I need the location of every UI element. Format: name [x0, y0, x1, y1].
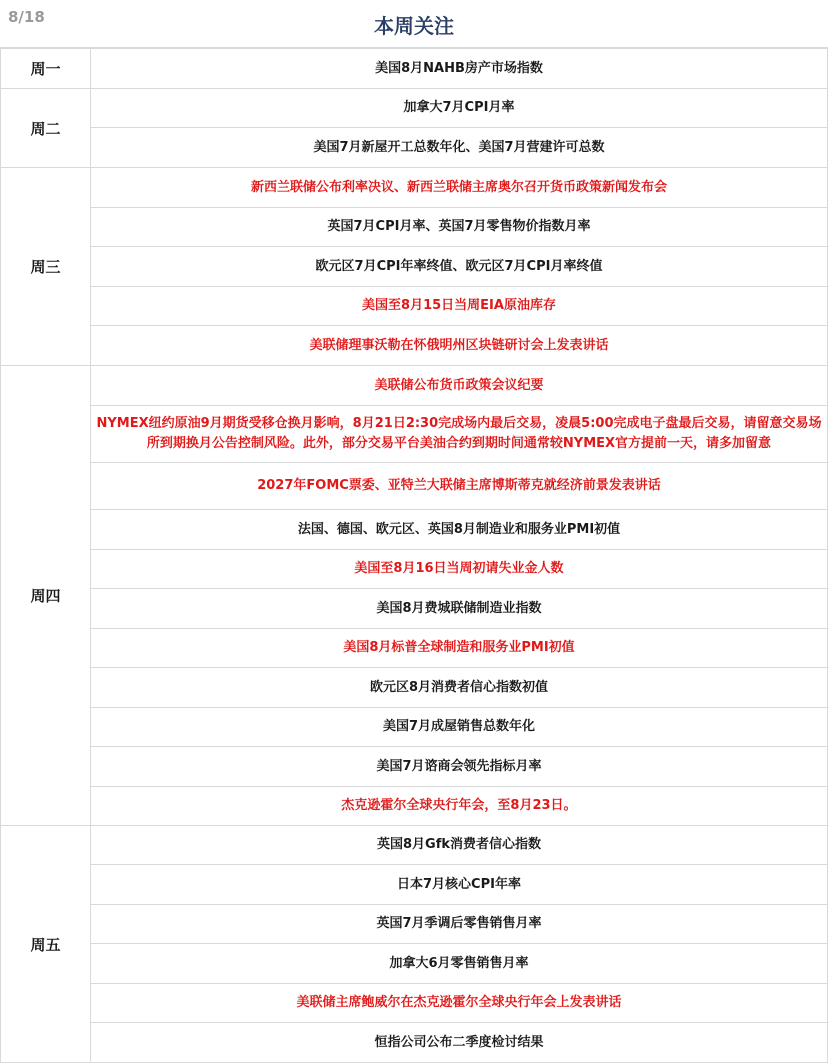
- day-cell-thu: 周四: [1, 366, 91, 826]
- event-cell: 杰克逊霍尔全球央行年会，至8月23日。: [91, 787, 828, 826]
- event-cell: 法国、德国、欧元区、英国8月制造业和服务业PMI初值: [91, 510, 828, 550]
- event-cell: 英国7月季调后零售销售月率: [91, 905, 828, 944]
- date-label: 8/18: [8, 8, 45, 26]
- table-row: [1, 168, 828, 208]
- day-cell-fri: 周五: [1, 826, 91, 1063]
- table-row: [1, 865, 828, 905]
- table-row: [1, 1023, 828, 1063]
- event-cell: 恒指公司公布二季度检讨结果: [91, 1023, 828, 1063]
- table-row: [1, 326, 828, 366]
- event-cell: NYMEX纽约原油9月期货受移仓换月影响，8月21日2:30完成场内最后交易，凌晨5:00完成电子盘最后交易，请留意交易场所到期换月公告控制风险。此外，部分交易平台美油合约到期时间通常较NYMEX官方提前一天，请多加留意: [91, 406, 828, 463]
- table-row: [1, 510, 828, 550]
- table-row: [1, 944, 828, 984]
- table-row: [1, 787, 828, 826]
- table-row: [1, 708, 828, 747]
- table-row: [1, 984, 828, 1023]
- event-cell: 欧元区7月CPI年率终值、欧元区7月CPI月率终值: [91, 247, 828, 287]
- header: [0, 0, 828, 48]
- day-cell-mon: 周一: [1, 49, 91, 89]
- event-cell: 新西兰联储公布利率决议、新西兰联储主席奥尔召开货币政策新闻发布会: [91, 168, 828, 208]
- table-row: [1, 826, 828, 865]
- event-cell: 英国8月Gfk消费者信心指数: [91, 826, 828, 865]
- event-cell: 美国7月新屋开工总数年化、美国7月营建许可总数: [91, 128, 828, 168]
- table-row: [1, 589, 828, 629]
- table-row: [1, 89, 828, 128]
- event-cell: 加拿大6月零售销售月率: [91, 944, 828, 984]
- event-cell: 美国至8月15日当周EIA原油库存: [91, 287, 828, 326]
- event-cell: 美国8月NAHB房产市场指数: [91, 49, 828, 89]
- event-cell: 美国7月谘商会领先指标月率: [91, 747, 828, 787]
- table-row: [1, 406, 828, 463]
- day-cell-wed: 周三: [1, 168, 91, 366]
- table-row: [1, 208, 828, 247]
- table-row: [1, 629, 828, 668]
- event-cell: 2027年FOMC票委、亚特兰大联储主席博斯蒂克就经济前景发表讲话: [91, 463, 828, 510]
- table-row: [1, 668, 828, 708]
- event-cell: 日本7月核心CPI年率: [91, 865, 828, 905]
- event-cell: 美联储公布货币政策会议纪要: [91, 366, 828, 406]
- event-cell: 美联储主席鲍威尔在杰克逊霍尔全球央行年会上发表讲话: [91, 984, 828, 1023]
- table-row: [1, 366, 828, 406]
- table-row: [1, 287, 828, 326]
- page-title: 本周关注: [374, 14, 454, 38]
- schedule-table: [0, 48, 828, 1063]
- table-row: [1, 49, 828, 89]
- event-cell: 美国8月标普全球制造和服务业PMI初值: [91, 629, 828, 668]
- table-row: [1, 747, 828, 787]
- event-cell: 美国8月费城联储制造业指数: [91, 589, 828, 629]
- event-cell: 欧元区8月消费者信心指数初值: [91, 668, 828, 708]
- event-cell: 美国7月成屋销售总数年化: [91, 708, 828, 747]
- day-cell-tue: 周二: [1, 89, 91, 168]
- table-row: [1, 905, 828, 944]
- event-cell: 美联储理事沃勒在怀俄明州区块链研讨会上发表讲话: [91, 326, 828, 366]
- event-cell: 英国7月CPI月率、英国7月零售物价指数月率: [91, 208, 828, 247]
- event-cell: 美国至8月16日当周初请失业金人数: [91, 550, 828, 589]
- table-row: [1, 463, 828, 510]
- table-row: [1, 550, 828, 589]
- event-cell: 加拿大7月CPI月率: [91, 89, 828, 128]
- table-row: [1, 247, 828, 287]
- table-row: [1, 128, 828, 168]
